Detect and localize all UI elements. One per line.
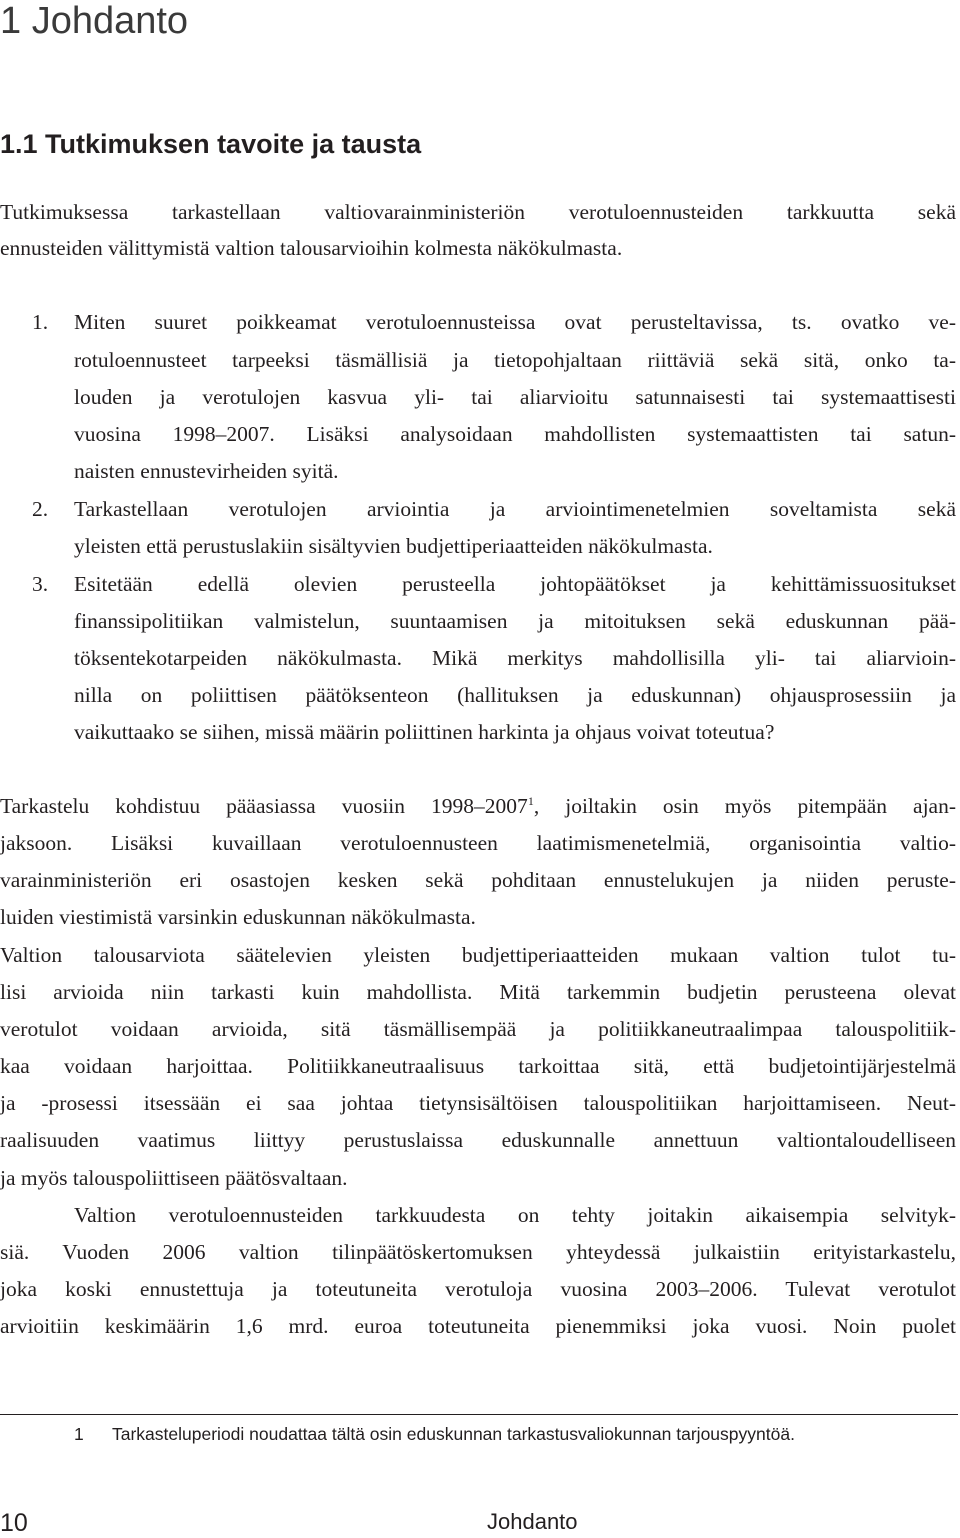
text-line: lisi arvioida niin tarkasti kuin mahdollista. Mitä tarkemmin budjetin perusteena olevat xyxy=(0,980,956,1004)
list-number: 3. xyxy=(32,572,49,596)
list-item-line: Esitetään edellä olevien perusteella johtopäätökset ja kehittämissuositukset xyxy=(74,572,956,596)
text-line: raalisuuden vaatimus liittyy perustuslaissa eduskunnalle annettuun valtiontaloudelliseen xyxy=(0,1128,956,1152)
list-item-line: vuosina 1998–2007. Lisäksi analysoidaan mahdollisten systemaattisten tai satun- xyxy=(74,422,956,446)
text-span: , joiltakin osin myös pitempään ajan- xyxy=(533,794,956,818)
text-line: jaksoon. Lisäksi kuvaillaan verotuloennusteen laatimismenetelmiä, organisointia valtio- xyxy=(0,831,956,855)
footnote-text: Tarkasteluperiodi noudattaa tältä osin eduskunnan tarkastusvaliokunnan tarjouspyyntöä. xyxy=(112,1424,795,1444)
list-item-line: Miten suuret poikkeamat verotuloennusteissa ovat perusteltavissa, ts. ovatko ve- xyxy=(74,310,956,334)
list-number: 2. xyxy=(32,497,49,521)
list-item-line: töksentekotarpeiden näkökulmasta. Mikä merkitys mahdollisilla yli- tai aliarvioin- xyxy=(74,646,956,670)
text-line: kaa voidaan harjoittaa. Politiikkaneutraalisuus tarkoittaa sitä, että budjetointijärjestelmä xyxy=(0,1054,956,1078)
text-line: siä. Vuoden 2006 valtion tilinpäätöskertomuksen yhteydessä julkaistiin erityistarkastelu, xyxy=(0,1240,956,1264)
text-line: ja myös talouspoliittiseen päätösvaltaan. xyxy=(0,1166,348,1190)
text-line: joka koski ennustettuja ja toteutuneita verotuloja vuosina 2003–2006. Tulevat verotulot xyxy=(0,1277,956,1301)
list-number: 1. xyxy=(32,310,49,334)
footnote-ref: 1 xyxy=(527,794,534,808)
section-title: 1.1 Tutkimuksen tavoite ja tausta xyxy=(0,129,422,159)
running-title: Johdanto xyxy=(487,1509,578,1534)
footnote-rule xyxy=(0,1414,958,1415)
text-line: arvioitiin keskimäärin 1,6 mrd. euroa toteutuneita pienemmiksi joka vuosi. Noin puolet xyxy=(0,1314,956,1338)
text-line: ja -prosessi itsessään ei saa johtaa tietynsisältöisen talouspolitiikan harjoittamiseen. Neut- xyxy=(0,1091,956,1115)
text-line xyxy=(0,791,956,821)
list-item-line: naisten ennustevirheiden syitä. xyxy=(74,459,339,483)
text-line: varainministeriön eri osastojen kesken sekä pohditaan ennustelukujen ja niiden peruste- xyxy=(0,868,956,892)
list-item-line: yleisten että perustuslakiin sisältyvien budjettiperiaatteiden näkökulmasta. xyxy=(74,534,713,558)
page-number: 10 xyxy=(0,1509,28,1537)
text-line: Valtion talousarviota säätelevien yleisten budjettiperiaatteiden mukaan valtion tulot tu- xyxy=(0,943,956,967)
text-line: Tutkimuksessa tarkastellaan valtiovarainministeriön verotuloennusteiden tarkkuutta sekä xyxy=(0,200,956,224)
list-item-line: rotuloennusteet tarpeeksi täsmällisiä ja tietopohjaltaan riittäviä sekä sitä, onko ta- xyxy=(74,348,956,372)
text-line: ennusteiden välittymistä valtion talousarvioihin kolmesta näkökulmasta. xyxy=(0,236,623,260)
list-item-line: louden ja verotulojen kasvua yli- tai aliarvioitu satunnaisesti tai systemaattisesti xyxy=(74,385,956,409)
list-item-line: nilla on poliittisen päätöksenteon (hallituksen ja eduskunnan) ohjausprosessiin ja xyxy=(74,683,956,707)
list-item-line: Tarkastellaan verotulojen arviointia ja arviointimenetelmien soveltamista sekä xyxy=(74,497,956,521)
chapter-title: 1 Johdanto xyxy=(0,0,189,42)
text-line: Valtion verotuloennusteiden tarkkuudesta on tehty joitakin aikaisempia selvityk- xyxy=(74,1203,956,1227)
list-item-line: vaikuttaako se siihen, missä määrin poliittinen harkinta ja ohjaus voivat toteutua? xyxy=(74,720,775,744)
text-span: Tarkastelu kohdistuu pääasiassa vuosiin 1998–2007 xyxy=(0,794,528,818)
list-item-line: finanssipolitiikan valmistelun, suuntaamisen ja mitoituksen sekä eduskunnan pää- xyxy=(74,609,956,633)
text-line: verotulot voidaan arvioida, sitä täsmällisempää ja politiikkaneutraalimpaa talouspolitiik- xyxy=(0,1017,956,1041)
text-line: luiden viestimistä varsinkin eduskunnan näkökulmasta. xyxy=(0,905,476,929)
footnote-number: 1 xyxy=(74,1424,84,1444)
